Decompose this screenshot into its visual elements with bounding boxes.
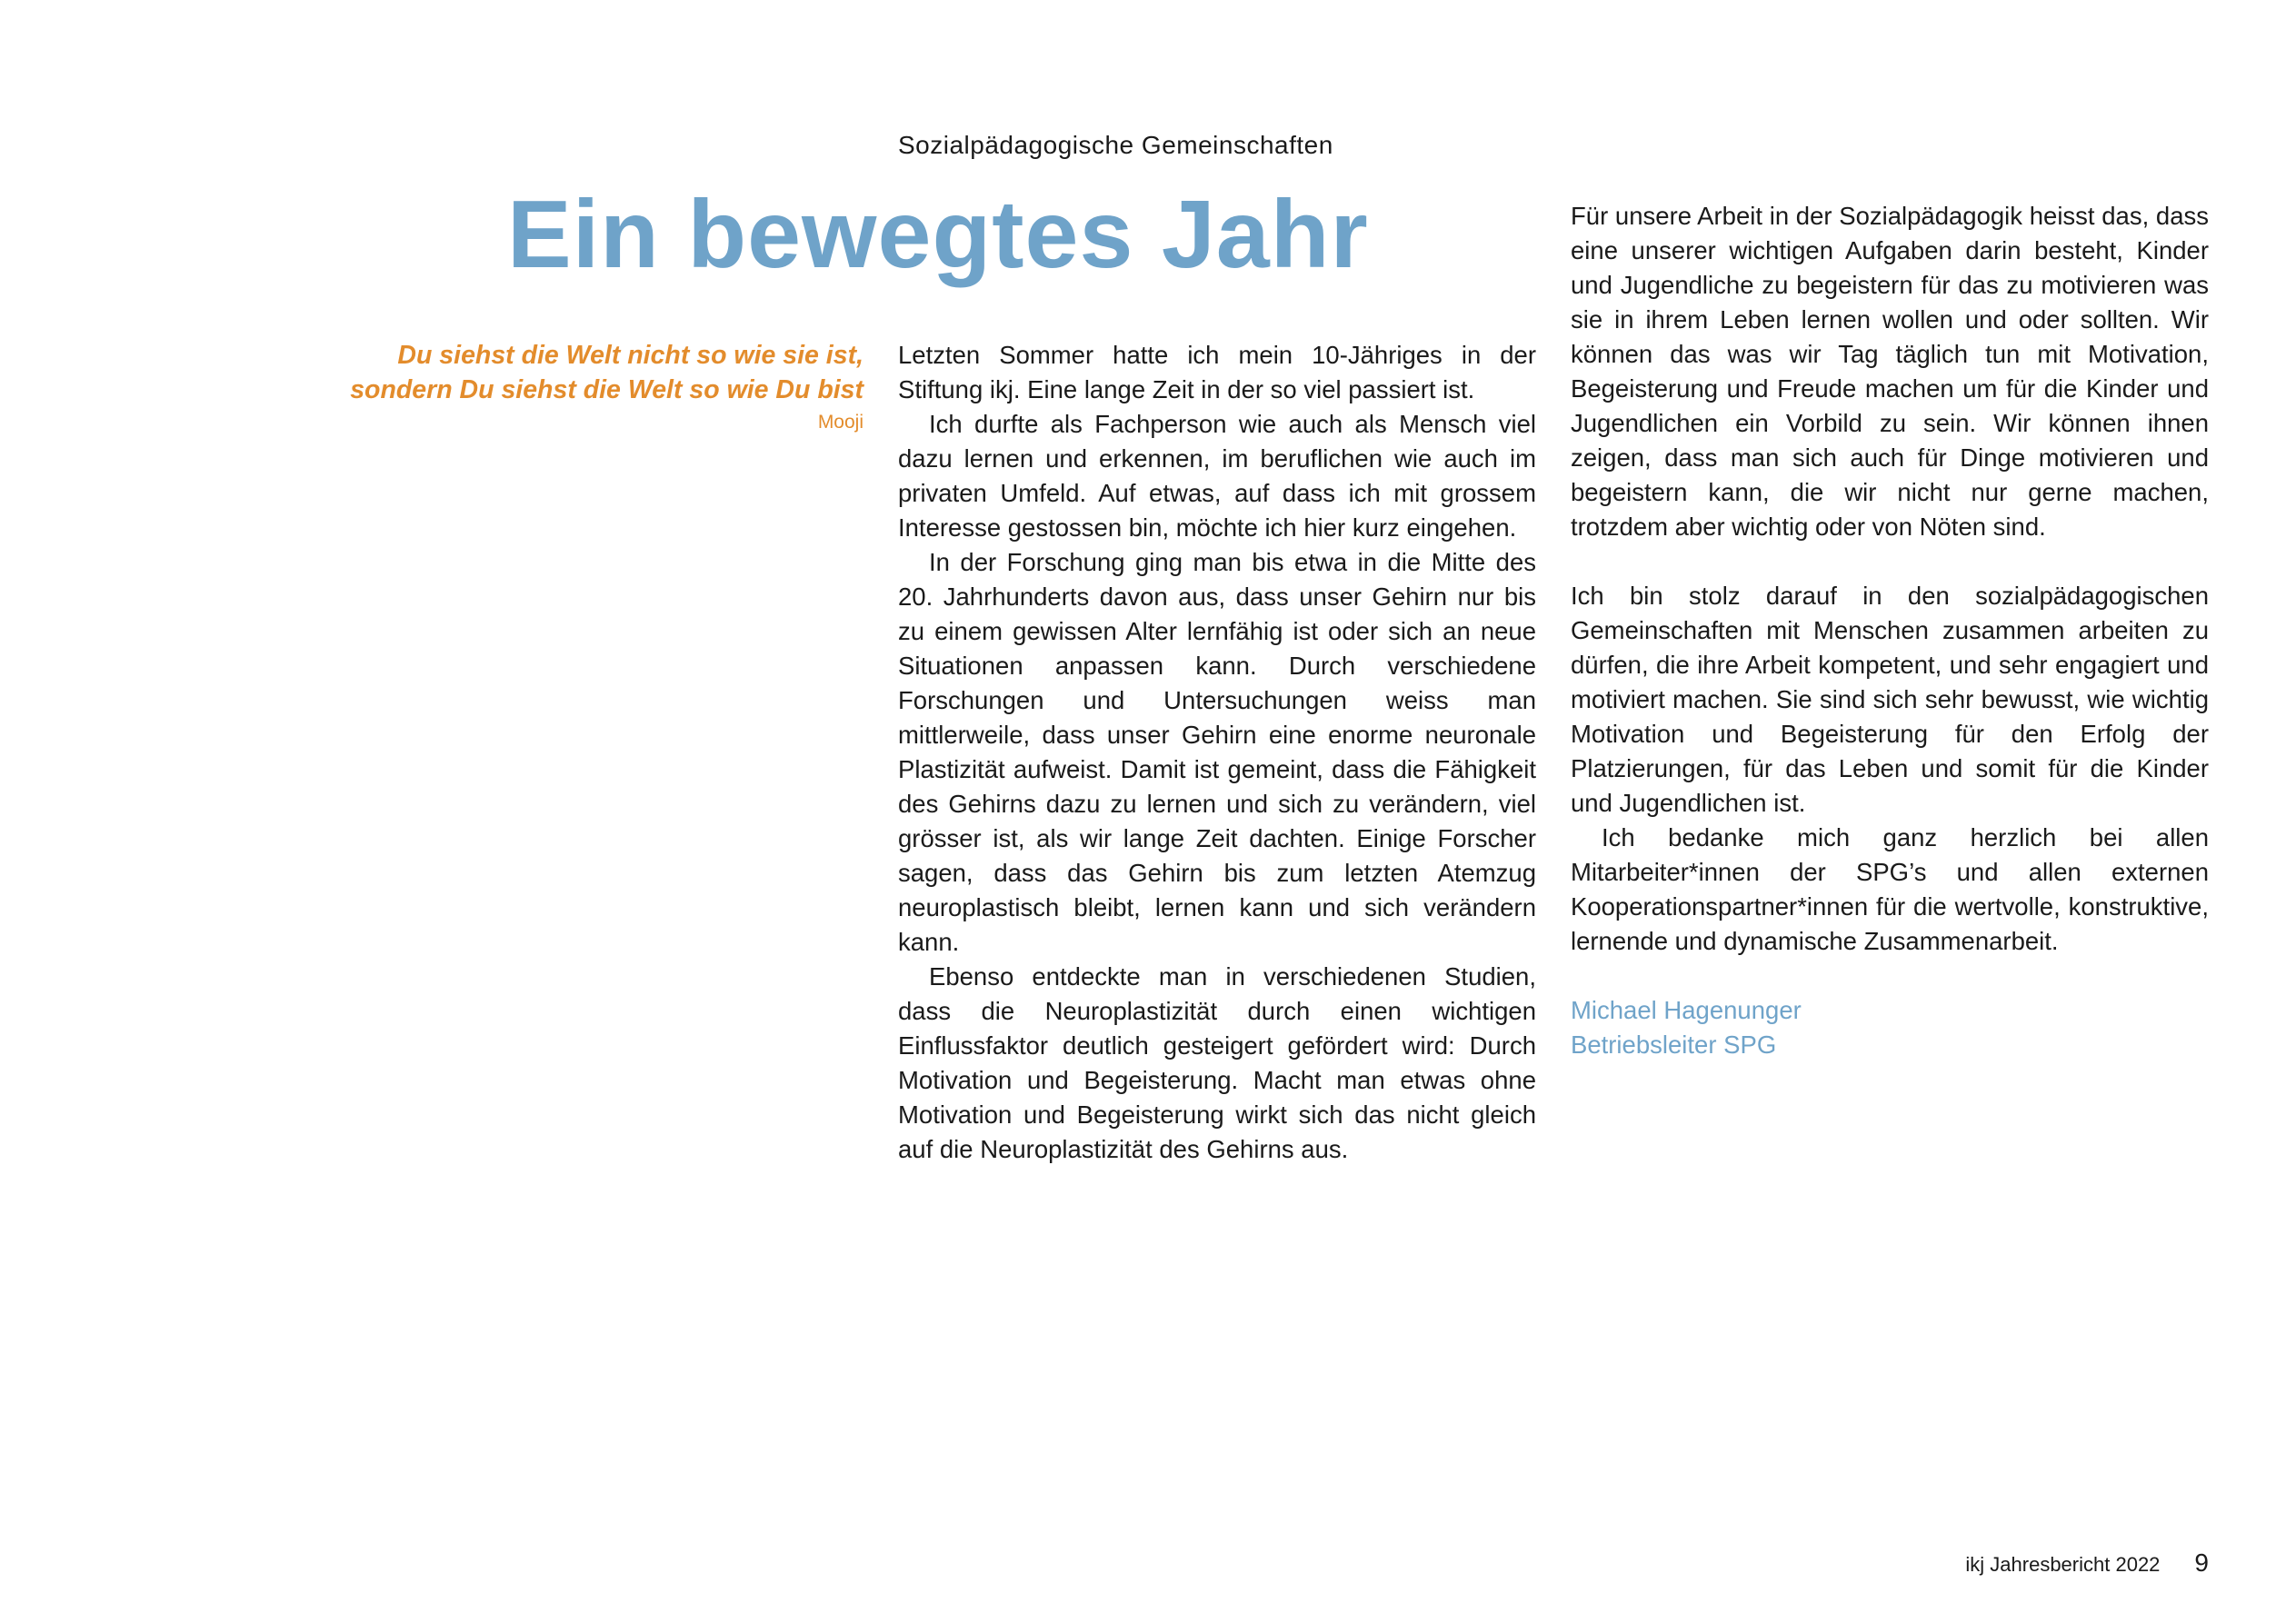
paragraph: Letzten Sommer hatte ich mein 10-Jähriges in der Stiftung ikj. Eine lange Zeit in der so viel passiert ist.: [898, 341, 1536, 403]
quote-author: Mooji: [817, 412, 863, 433]
paragraph: Für unsere Arbeit in der Sozialpädagogik heisst das, dass eine unserer wichtigen Aufgaben darin besteht, Kinder und Jugendliche zu begeistern für das zu motivieren was sie in ihrem Leben lernen wollen und oder sollten. Wir können das was wir Tag täglich tun mit Motivation, Begeisterung und Freude machen um für die Kinder und Jugendlichen ein Vorbild zu sein. Wir können ihnen zeigen, dass man sich auch für Dinge motivieren und begeistern kann, die wir nicht nur gerne machen, trotzdem aber wichtig oder von Nöten sind.: [1571, 202, 2209, 541]
publication-title: ikj Jahresbericht 2022: [1965, 1553, 2161, 1576]
page-footer: [1965, 1548, 2209, 1578]
signature-name: Michael Hagenunger: [1571, 996, 1802, 1024]
pull-quote: [227, 338, 863, 438]
quote-line-1: Du siehst die Welt nicht so wie sie ist,: [397, 341, 863, 370]
body-column-2: [1571, 199, 2209, 1062]
page-title: Ein bewegtes Jahr: [507, 181, 1369, 288]
paragraph: Ich durfte als Fachperson wie auch als Mensch viel dazu lernen und erkennen, im beruflichen wie auch im privaten Umfeld. Auf etwas, auf dass ich mit grossem Interesse gestossen bin, möchte ich hier kurz eingehen.: [898, 410, 1536, 542]
paragraph: In der Forschung ging man bis etwa in die Mitte des 20. Jahrhunderts davon aus, dass unser Gehirn nur bis zu einem gewissen Alter lernfähig ist oder sich an neue Situationen anpassen kann. Durch verschiedene Forschungen und Untersuchungen weiss man mittlerweile, dass unser Gehirn eine enorme neuronale Plastizität aufweist. Damit ist gemeint, dass die Fähigkeit des Gehirns dazu zu lernen und sich zu verändern, viel grösser ist, als wir lange Zeit dachten. Einige Forscher sagen, dass das Gehirn bis zum letzten Atemzug neuroplastisch bleibt, lernen kann und sich verändern kann.: [898, 548, 1536, 956]
page-number: 9: [2194, 1548, 2209, 1577]
signature-role: Betriebsleiter SPG: [1571, 1031, 1777, 1059]
body-column-1: [898, 338, 1536, 1167]
section-kicker: Sozialpädagogische Gemeinschaften: [898, 131, 1333, 159]
paragraph: Ich bin stolz darauf in den sozialpädagogischen Gemeinschaften mit Menschen zusammen arbeiten zu dürfen, die ihre Arbeit kompetent, und sehr engagiert und motiviert machen. Sie sind sich sehr bewusst, wie wichtig Motivation und Begeisterung für den Erfolg der Platzierungen, für das Leben und somit für die Kinder und Jugendlichen ist.: [1571, 582, 2209, 817]
paragraph-spacer: [1571, 544, 2209, 579]
quote-line-2: sondern Du siehst die Welt so wie Du bist: [350, 375, 863, 404]
paragraph-spacer: [1571, 959, 2209, 993]
paragraph: Ich bedanke mich ganz herzlich bei allen Mitarbeiter*innen der SPG’s und allen externen Kooperationspartner*innen für die wertvolle, konstruktive, lernende und dynamische Zusammenarbeit.: [1571, 823, 2209, 955]
paragraph: Ebenso entdeckte man in verschiedenen Studien, dass die Neuroplastizität durch einen wichtigen Einflussfaktor deutlich gesteigert gefördert wird: Durch Motivation und Begeisterung. Macht man etwas ohne Motivation und Begeisterung wirkt sich das nicht gleich auf die Neuroplastizität des Gehirns aus.: [898, 962, 1536, 1163]
